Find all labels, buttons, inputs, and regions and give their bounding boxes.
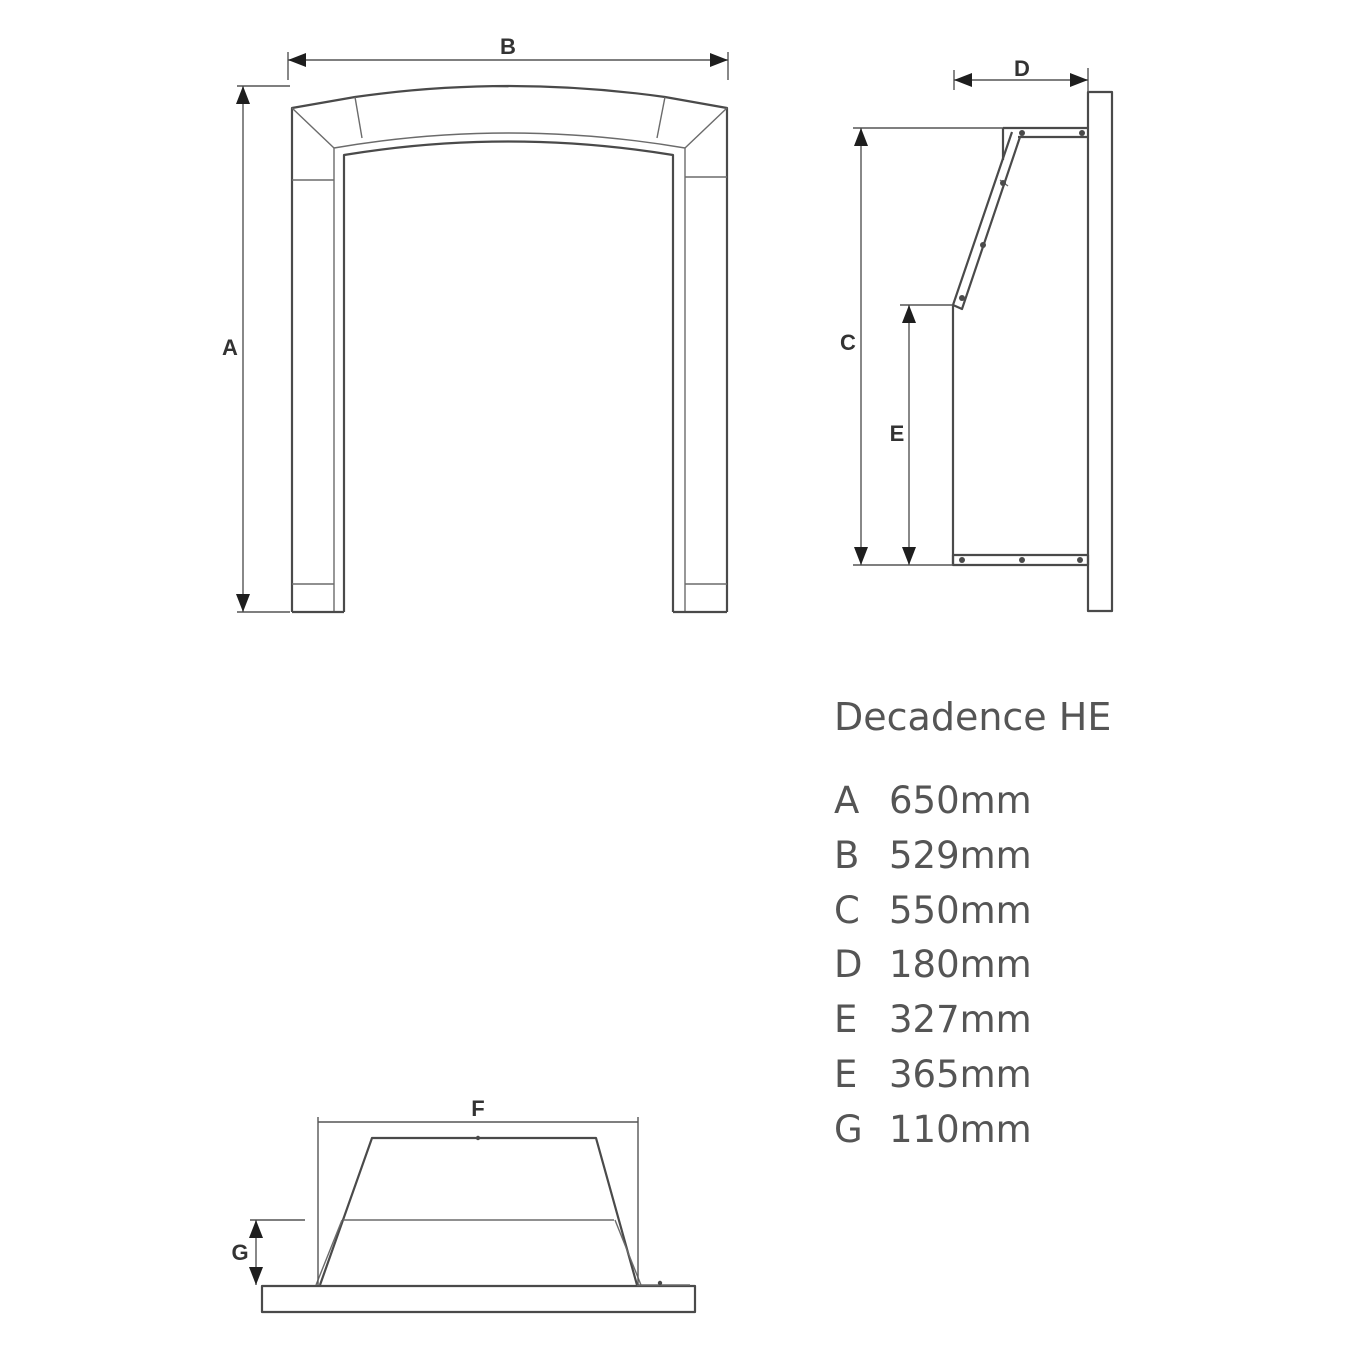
front-corner-left bbox=[292, 108, 334, 148]
spec-value: 650mm bbox=[889, 779, 1032, 822]
spec-letter: G bbox=[834, 1107, 863, 1151]
spec-value: 327mm bbox=[889, 998, 1032, 1042]
spec-letter: E bbox=[834, 1052, 858, 1096]
spec-row bbox=[834, 943, 1111, 998]
spec-value: 180mm bbox=[889, 943, 1032, 987]
dim-label-c: C bbox=[840, 330, 856, 355]
spec-row bbox=[834, 998, 1111, 1053]
spec-row bbox=[834, 779, 1111, 834]
plan-base-plate bbox=[262, 1286, 695, 1312]
plan-view bbox=[231, 1096, 695, 1312]
front-arch-joint-left bbox=[355, 97, 362, 138]
side-back-plate bbox=[1088, 92, 1112, 611]
dim-d-arrow-right bbox=[1070, 73, 1088, 87]
front-arch-joint-right bbox=[657, 97, 665, 138]
dim-a-arrow-bottom bbox=[236, 594, 250, 612]
dim-e-arrow-bottom bbox=[902, 547, 916, 565]
front-inner-rebate bbox=[334, 133, 685, 612]
product-title: Decadence HE bbox=[834, 695, 1112, 739]
plan-hood-outline bbox=[320, 1138, 637, 1285]
spec-value: 550mm bbox=[889, 888, 1032, 932]
dim-label-d: D bbox=[1014, 56, 1030, 81]
spec-panel bbox=[834, 695, 1111, 1163]
dim-label-g: G bbox=[231, 1240, 249, 1265]
front-inner-opening bbox=[344, 142, 673, 613]
dim-e-arrow-top bbox=[902, 305, 916, 323]
dim-g-arrow-top bbox=[249, 1220, 263, 1238]
dim-label-e: E bbox=[889, 421, 905, 446]
dim-c-arrow-bottom bbox=[854, 547, 868, 565]
spec-value: 110mm bbox=[889, 1107, 1032, 1151]
dim-a-arrow-top bbox=[236, 86, 250, 104]
front-outer-frame bbox=[292, 86, 727, 612]
dim-label-a: A bbox=[222, 335, 238, 360]
dim-d-arrow-left bbox=[954, 73, 972, 87]
dim-g-arrow-bottom bbox=[249, 1267, 263, 1285]
spec-row bbox=[834, 834, 1111, 889]
spec-list bbox=[834, 779, 1111, 1163]
side-sloping-hood bbox=[953, 132, 1020, 309]
front-corner-right bbox=[685, 108, 727, 148]
dim-c-arrow-top bbox=[854, 128, 868, 146]
spec-letter: E bbox=[834, 998, 858, 1042]
spec-letter: A bbox=[834, 779, 860, 822]
spec-letter: D bbox=[834, 943, 863, 987]
dim-b-arrow-left bbox=[288, 53, 306, 67]
spec-value: 529mm bbox=[889, 833, 1032, 877]
spec-letter: B bbox=[834, 833, 860, 877]
spec-value: 365mm bbox=[889, 1052, 1032, 1096]
dim-label-f: F bbox=[471, 1096, 485, 1121]
spec-row bbox=[834, 889, 1111, 944]
spec-row bbox=[834, 1108, 1111, 1163]
dim-label-b: B bbox=[500, 34, 516, 59]
spec-row bbox=[834, 1053, 1111, 1108]
dim-b-arrow-right bbox=[710, 53, 728, 67]
side-view bbox=[840, 56, 1112, 611]
spec-letter: C bbox=[834, 888, 860, 932]
front-view bbox=[222, 34, 728, 612]
